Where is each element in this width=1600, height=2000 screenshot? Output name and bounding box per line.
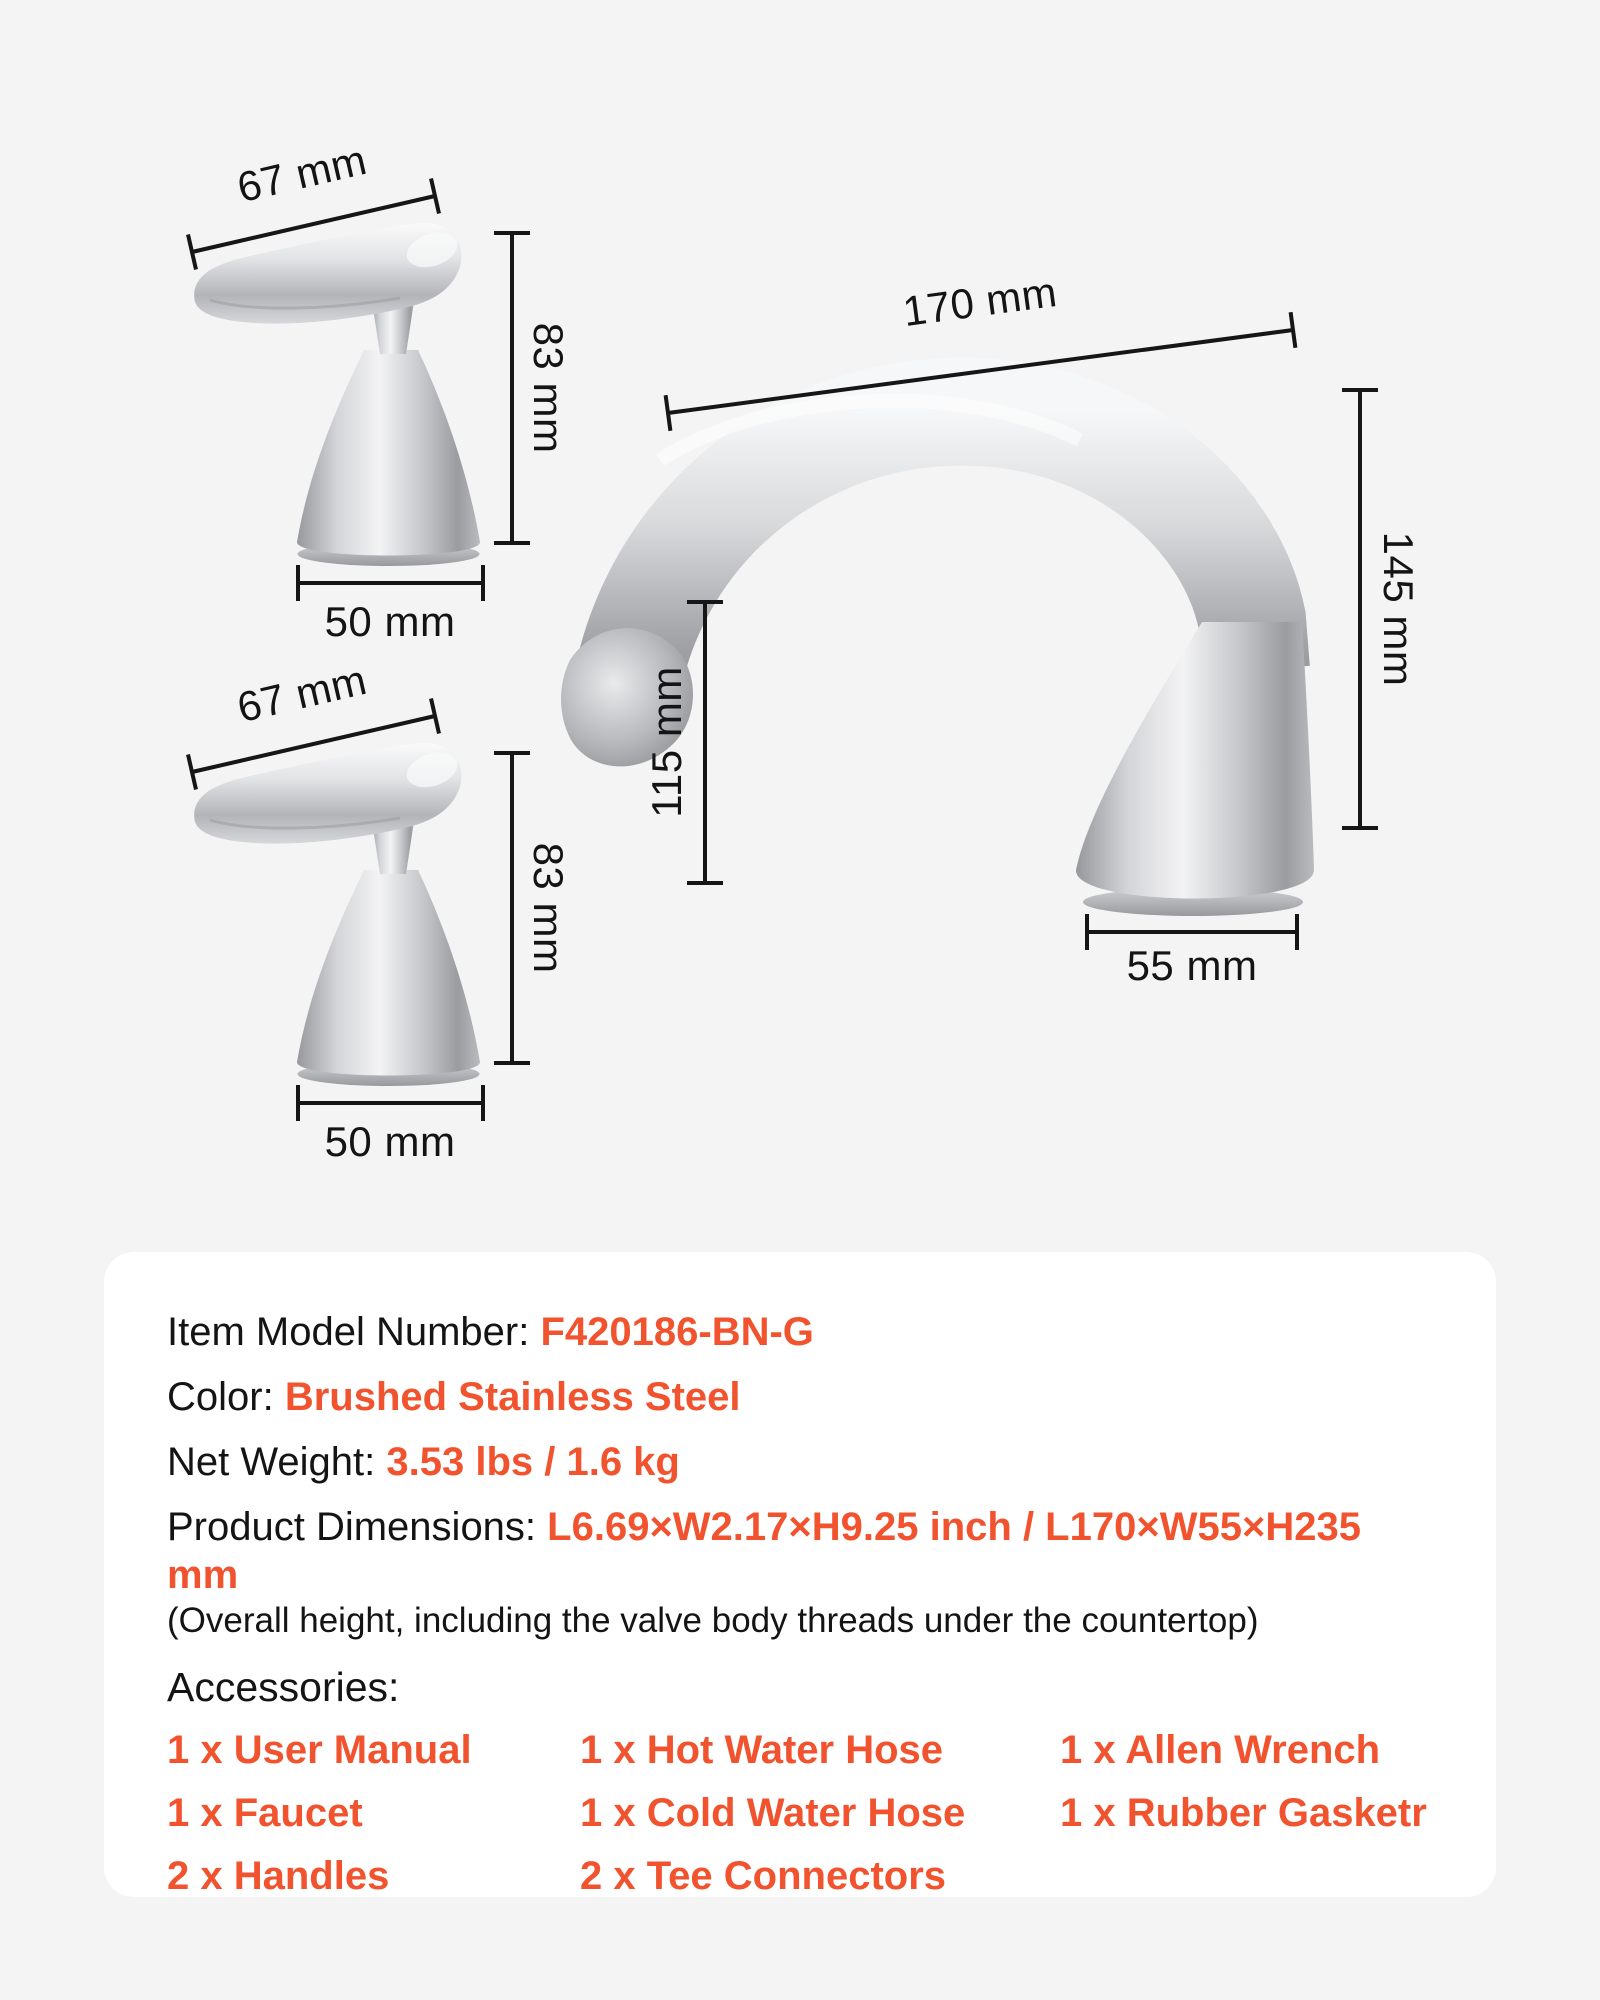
spec-row-dimensions — [167, 1503, 1436, 1599]
handle-top-width-label: 67 mm — [232, 135, 371, 212]
spec-label: Product Dimensions: — [167, 1505, 548, 1549]
spec-label: Net Weight: — [167, 1440, 387, 1484]
spout-total-height-label: 145 mm — [1375, 531, 1422, 687]
spout-tube — [625, 412, 1256, 695]
handle-bottom-width-label: 67 mm — [232, 655, 371, 732]
spout-base-cone — [1076, 622, 1314, 899]
accessory-item: 1 x Rubber Gasketr — [1060, 1791, 1427, 1835]
handle-top-base-label: 50 mm — [324, 598, 456, 645]
spec-value: F420186-BN-G — [540, 1310, 814, 1354]
spec-value: 3.53 lbs / 1.6 kg — [386, 1440, 680, 1484]
spout-base-label: 55 mm — [1126, 942, 1258, 989]
spout-figure — [540, 267, 1460, 990]
spec-card — [104, 1252, 1496, 1897]
handle-top-height-label: 83 mm — [525, 322, 572, 454]
accessory-item: 1 x Cold Water Hose — [580, 1791, 966, 1835]
spout-height-label: 115 mm — [643, 666, 690, 818]
accessory-item: 2 x Tee Connectors — [580, 1854, 947, 1898]
accessory-item: 1 x Hot Water Hose — [580, 1728, 944, 1772]
spec-label: Color: — [167, 1375, 285, 1419]
handle-bottom-base-label: 50 mm — [324, 1118, 456, 1165]
accessories-title: Accessories: — [167, 1664, 400, 1710]
spec-row-color — [167, 1373, 1436, 1421]
handle-figure-bottom — [150, 650, 600, 1170]
handle-cone-base — [297, 350, 480, 556]
spec-value: Brushed Stainless Steel — [284, 1375, 741, 1419]
accessory-item: 2 x Handles — [167, 1854, 390, 1898]
accessory-item — [1060, 1852, 1436, 1900]
handle-cone-base — [297, 870, 480, 1076]
spec-row-weight — [167, 1438, 1436, 1486]
spec-row-model — [167, 1308, 1436, 1356]
spout-length-label: 170 mm — [900, 267, 1060, 336]
spec-value: L6.69×W2.17×H9.25 inch / L170×W55×H235 mm — [167, 1505, 1361, 1597]
accessory-item: 1 x Faucet — [167, 1791, 363, 1835]
spec-label: Item Model Number: — [167, 1310, 541, 1354]
accessory-item: 1 x Allen Wrench — [1060, 1728, 1381, 1772]
accessories-grid — [167, 1726, 1436, 1900]
accessory-item: 1 x User Manual — [167, 1728, 472, 1772]
handle-figure-top — [150, 130, 600, 650]
handle-bottom-height-label: 83 mm — [525, 842, 572, 974]
spout-illustration — [540, 267, 1460, 990]
dimensions-note: (Overall height, including the valve body threads under the countertop) — [167, 1601, 1259, 1640]
